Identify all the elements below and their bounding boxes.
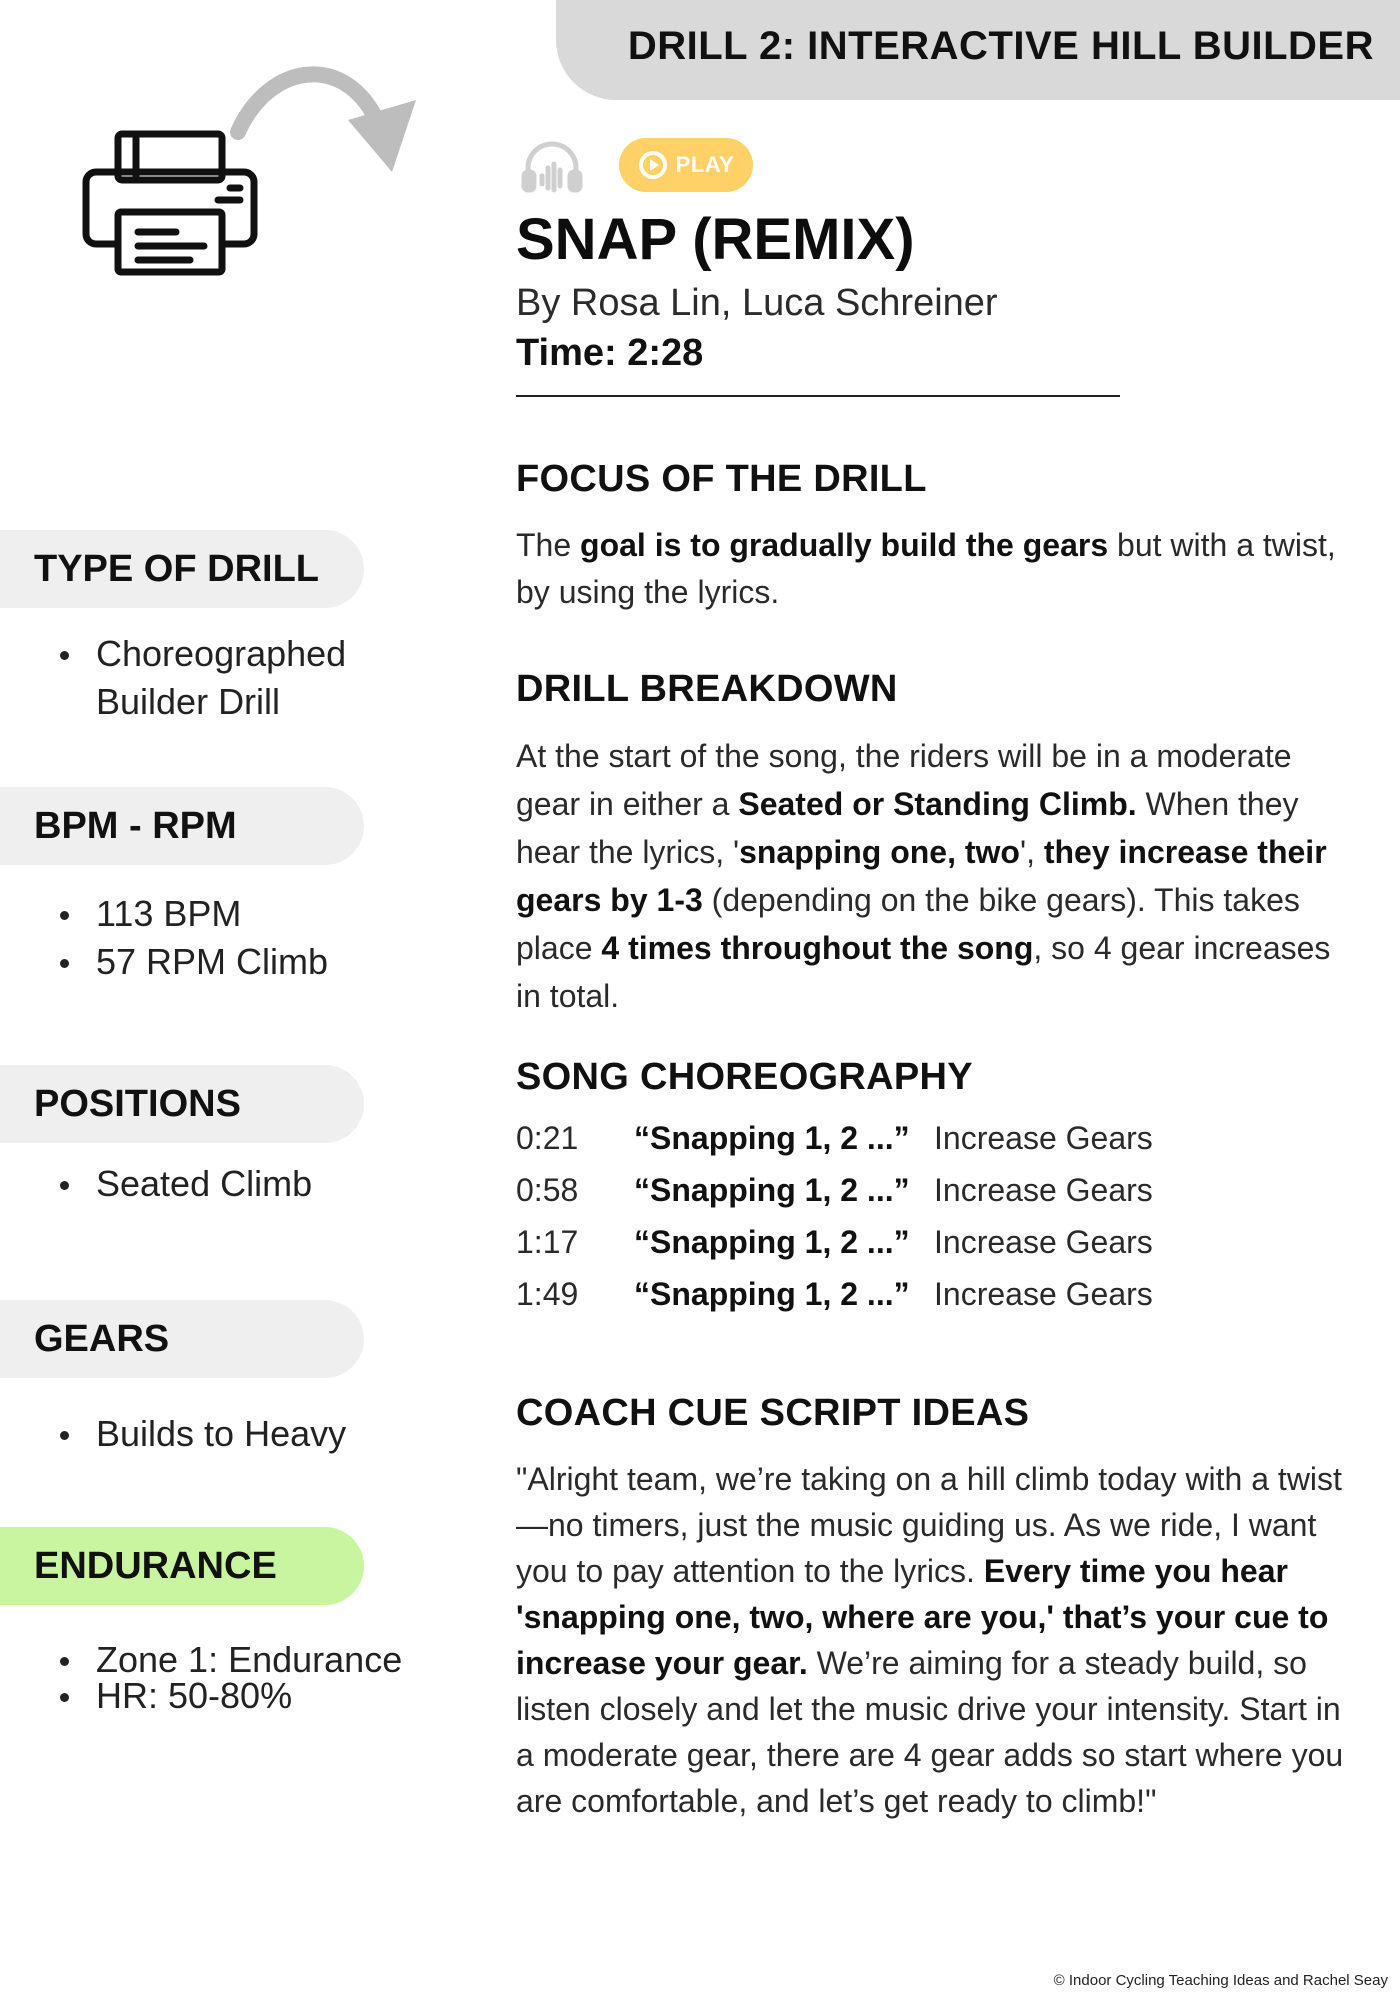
cue-action: Increase Gears [934,1172,1153,1208]
list-item: 57 RPM Climb [56,938,328,986]
copyright-notice: © Indoor Cycling Teaching Ideas and Rachel Seay [1053,1972,1388,1989]
positions-heading: POSITIONS [0,1065,364,1143]
breakdown-heading: DRILL BREAKDOWN [516,668,898,710]
song-title: SNAP (REMIX) [516,207,915,272]
gears-heading: GEARS [0,1300,364,1378]
list-item: Builds to Heavy [56,1410,346,1458]
cue-lyric: “Snapping 1, 2 ...” [634,1224,910,1260]
song-time: Time: 2:28 [516,332,704,374]
song-artist: By Rosa Lin, Luca Schreiner [516,282,998,324]
endurance-heading: ENDURANCE [0,1527,364,1605]
positions-list [56,1160,312,1208]
focus-heading: FOCUS OF THE DRILL [516,458,927,500]
cue-action: Increase Gears [934,1224,1153,1260]
cue-time: 0:58 [516,1172,579,1208]
cue-time: 1:17 [516,1224,579,1260]
page-title: DRILL 2: INTERACTIVE HILL BUILDER [627,24,1374,68]
play-button[interactable] [619,138,753,192]
type-of-drill-list [56,630,356,726]
gears-list [56,1410,346,1458]
breakdown-text: At the start of the song, the riders will be in a moderate gear in either a Seated or Standing Climb. When they hear the lyrics, 'snapping one, two', they increase their gears by 1-3 (depending on the bike gears). This takes place 4 times throughout the song, so 4 gear increases in total. [516,738,1331,1014]
list-item: Choreographed Builder Drill [56,630,356,726]
cue-time: 1:49 [516,1276,579,1312]
cue-action: Increase Gears [934,1120,1153,1156]
cue-script-heading: COACH CUE SCRIPT IDEAS [516,1392,1030,1434]
headphones-icon [520,138,584,194]
bpm-rpm-heading: BPM - RPM [0,787,364,865]
focus-text: The goal is to gradually build the gears but with a twist, by using the lyrics. [516,527,1336,610]
list-item: HR: 50-80% [56,1678,402,1714]
play-label: PLAY [675,152,735,177]
cue-action: Increase Gears [934,1276,1153,1312]
curved-arrow-icon [230,60,420,180]
cue-time: 0:21 [516,1120,579,1156]
bpm-rpm-list [56,890,328,986]
divider [516,395,1120,397]
cue-script-text: "Alright team, we’re taking on a hill climb today with a twist—no timers, just the music guiding us. As we ride, I want you to pay attention to the lyrics. Every time you hear 'snapping one, two, where are you,' that’s your cue to increase your gear. We’re aiming for a steady build, so listen closely and let the music drive your intensity. Start in a moderate gear, there are 4 gear adds so start where you are comfortable, and let’s get ready to climb!" [516,1461,1344,1819]
cue-lyric: “Snapping 1, 2 ...” [634,1120,910,1156]
list-item: Zone 1: Endurance [56,1642,402,1678]
cue-lyric: “Snapping 1, 2 ...” [634,1276,910,1312]
endurance-list [56,1639,403,1716]
choreography-heading: SONG CHOREOGRAPHY [516,1056,973,1098]
cue-lyric: “Snapping 1, 2 ...” [634,1172,910,1208]
type-of-drill-heading: TYPE OF DRILL [0,530,364,608]
list-item: Seated Climb [56,1160,312,1208]
play-circle-icon [638,150,668,180]
list-item: 113 BPM [56,890,328,938]
